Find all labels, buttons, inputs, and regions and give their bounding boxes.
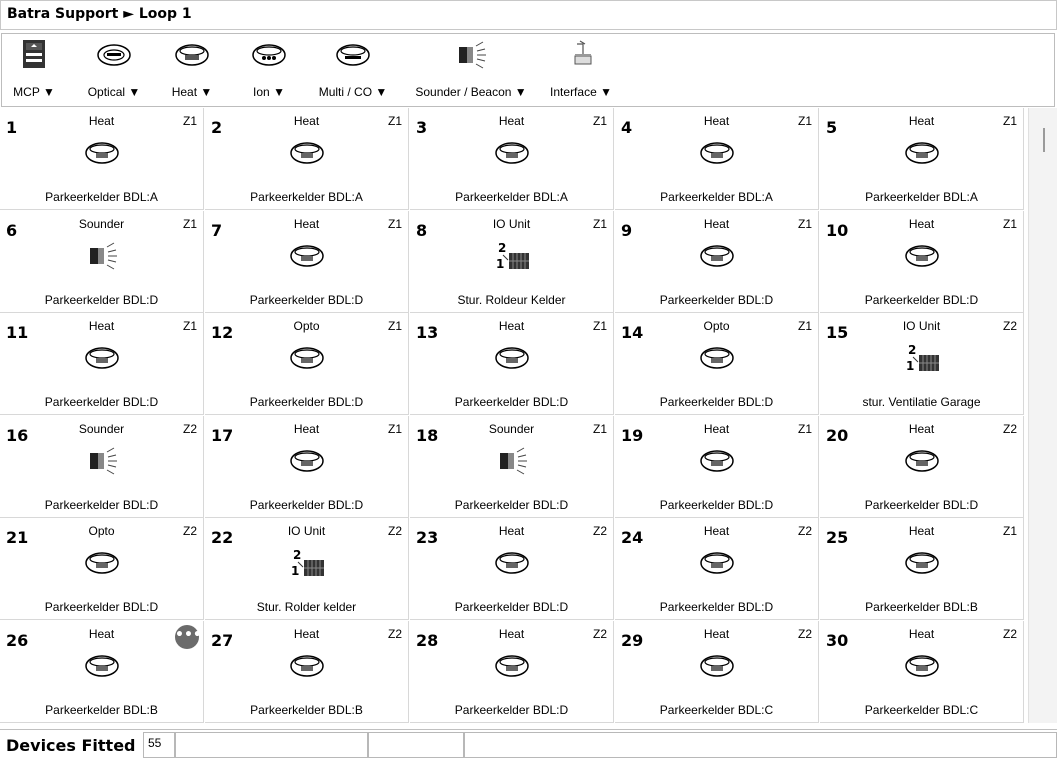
heat-detector-icon [287, 343, 327, 373]
device-zone: Z1 [182, 216, 197, 231]
device-cell[interactable] [615, 211, 819, 313]
device-cell[interactable] [820, 518, 1024, 620]
device-location: Parkeerkelder BDL:A [250, 190, 363, 204]
device-number: 28 [416, 630, 439, 650]
device-location: Parkeerkelder BDL:D [864, 497, 979, 512]
device-type: IO Unit [492, 216, 531, 231]
heat-detector-icon [697, 548, 737, 578]
scrollbar-thumb[interactable] [1043, 128, 1045, 152]
mcp-dropdown[interactable] [12, 34, 56, 106]
device-number: 18 [416, 425, 439, 445]
device-type: Heat [293, 626, 320, 641]
device-type: Opto [88, 524, 115, 538]
device-zone: Z1 [387, 319, 402, 333]
svg-text:1: 1 [905, 359, 914, 373]
svg-text:2: 2 [292, 548, 301, 562]
more-options-icon[interactable]: ••• [175, 625, 199, 649]
device-zone: Z2 [797, 626, 812, 641]
device-location: Parkeerkelder BDL:D [249, 292, 364, 307]
device-zone: Z1 [592, 421, 607, 436]
device-type: Heat [908, 114, 935, 128]
device-grid [0, 108, 1026, 723]
device-zone: Z1 [387, 216, 402, 231]
device-type: IO Unit [287, 524, 326, 538]
device-number: 6 [6, 220, 18, 240]
device-cell[interactable] [410, 416, 614, 518]
device-zone: Z1 [592, 114, 607, 128]
device-location: Parkeerkelder BDL:C [864, 702, 979, 717]
device-number: 12 [211, 323, 234, 342]
device-type: Heat [703, 216, 730, 231]
device-type: Opto [293, 319, 320, 333]
device-type: Heat [703, 114, 730, 128]
device-location: Parkeerkelder BDL:D [659, 292, 774, 307]
device-type: Heat [88, 626, 115, 641]
heat-dropdown[interactable] [166, 34, 218, 106]
sounder-icon [492, 446, 532, 476]
device-zone: Z2 [592, 626, 607, 641]
device-number: 19 [621, 425, 644, 445]
device-zone: Z1 [592, 319, 607, 333]
device-number: 21 [6, 528, 29, 547]
heat-detector-icon [492, 548, 532, 578]
device-type: Heat [908, 524, 935, 538]
device-type: Heat [88, 114, 115, 128]
device-zone: Z2 [1002, 319, 1017, 333]
heat-detector-icon [902, 548, 942, 578]
device-toolbar [1, 33, 1055, 107]
device-type: Sounder [488, 421, 535, 436]
svg-text:2: 2 [907, 343, 916, 357]
device-cell[interactable] [0, 518, 204, 620]
device-number: 10 [826, 220, 849, 240]
device-location: Parkeerkelder BDL:A [455, 190, 568, 204]
device-location: Parkeerkelder BDL:A [45, 190, 158, 204]
device-cell[interactable] [410, 108, 614, 210]
mcp-icon [14, 40, 54, 70]
device-number: 23 [416, 528, 439, 547]
device-type: Sounder [78, 216, 125, 231]
device-zone: Z1 [1002, 114, 1017, 128]
device-location: Parkeerkelder BDL:C [659, 702, 774, 717]
device-number: 17 [211, 425, 234, 445]
device-number: 15 [826, 323, 849, 342]
device-number: 29 [621, 630, 644, 650]
device-type: Heat [293, 114, 320, 128]
device-type: Opto [703, 319, 730, 333]
heat-detector-icon [492, 651, 532, 681]
heat-detector-icon [902, 651, 942, 681]
svg-text:1: 1 [290, 564, 299, 578]
device-location: Parkeerkelder BDL:D [44, 292, 159, 307]
heat-detector-icon [82, 651, 122, 681]
device-cell[interactable] [615, 108, 819, 210]
device-number: 9 [621, 220, 633, 240]
heat-detector-icon [287, 446, 327, 476]
device-location: Parkeerkelder BDL:D [659, 395, 774, 409]
status-field [368, 732, 464, 758]
interface-dropdown[interactable] [546, 34, 616, 106]
device-cell[interactable] [615, 416, 819, 518]
device-cell[interactable] [410, 518, 614, 620]
toolbar-label: Ion ▼ [253, 85, 285, 99]
device-location: Parkeerkelder BDL:D [249, 395, 364, 409]
device-cell[interactable] [615, 621, 819, 723]
device-zone: Z2 [1002, 626, 1017, 641]
device-number: 3 [416, 118, 428, 137]
device-cell[interactable] [0, 108, 204, 210]
device-cell[interactable] [205, 108, 409, 210]
device-number: 30 [826, 630, 849, 650]
device-number: 20 [826, 425, 849, 445]
device-zone: Z1 [797, 114, 812, 128]
device-location: Parkeerkelder BDL:D [454, 395, 569, 409]
device-type: Heat [498, 524, 525, 538]
device-number: 14 [621, 323, 644, 342]
device-location: Stur. Roldeur Kelder [457, 292, 566, 307]
device-number: 1 [6, 118, 18, 137]
device-number: 4 [621, 118, 633, 137]
toolbar-label: Optical ▼ [87, 85, 141, 99]
device-number: 24 [621, 528, 644, 547]
device-type: IO Unit [902, 319, 941, 333]
toolbar-label: Multi / CO ▼ [318, 85, 388, 99]
ion-detector-icon [249, 40, 289, 70]
status-field [464, 732, 1057, 758]
heat-detector-icon [82, 343, 122, 373]
device-number: 8 [416, 220, 428, 240]
device-cell[interactable] [205, 416, 409, 518]
device-cell[interactable] [615, 313, 819, 415]
device-zone: Z2 [592, 524, 607, 538]
optical-dropdown[interactable] [82, 34, 146, 106]
device-cell[interactable] [205, 211, 409, 313]
device-zone: Z1 [1002, 524, 1017, 538]
io-unit-icon [492, 241, 532, 271]
multi-detector-icon [333, 40, 373, 70]
title-bar [0, 0, 1057, 30]
device-cell[interactable] [820, 313, 1024, 415]
device-location: Parkeerkelder BDL:D [659, 497, 774, 512]
io-unit-icon [287, 548, 327, 578]
device-type: Heat [908, 216, 935, 231]
ion-dropdown[interactable] [242, 34, 296, 106]
device-type: Heat [293, 421, 320, 436]
toolbar-label: Heat ▼ [171, 85, 213, 99]
device-location: Parkeerkelder BDL:A [660, 190, 773, 204]
device-cell[interactable] [0, 313, 204, 415]
device-zone: Z1 [1002, 216, 1017, 231]
device-cell[interactable] [205, 621, 409, 723]
device-cell[interactable] [820, 108, 1024, 210]
device-location: Stur. Rolder kelder [256, 600, 357, 614]
device-zone: Z1 [387, 421, 402, 436]
device-type: Heat [88, 319, 115, 333]
device-zone: Z1 [182, 114, 197, 128]
device-location: Parkeerkelder BDL:D [44, 600, 159, 614]
device-type: Heat [908, 421, 935, 436]
sounder-icon [82, 241, 122, 271]
device-cell[interactable] [205, 313, 409, 415]
heat-detector-icon [902, 138, 942, 168]
breadcrumb: Batra Support ► Loop 1 [7, 6, 192, 22]
heat-detector-icon [82, 548, 122, 578]
toolbar-label: Interface ▼ [550, 85, 612, 99]
device-cell[interactable] [0, 211, 204, 313]
device-location: Parkeerkelder BDL:D [659, 600, 774, 614]
toolbar-label: Sounder / Beacon ▼ [415, 85, 527, 99]
device-cell[interactable] [410, 313, 614, 415]
device-zone: Z1 [797, 421, 812, 436]
device-location: Parkeerkelder BDL:D [249, 497, 364, 512]
io-unit-icon [902, 343, 942, 373]
device-number: 16 [6, 425, 29, 445]
device-type: Heat [498, 626, 525, 641]
device-type: Heat [908, 626, 935, 641]
device-number: 13 [416, 323, 439, 342]
status-bar [0, 729, 1057, 758]
device-cell[interactable] [205, 518, 409, 620]
device-type: Heat [703, 524, 730, 538]
device-type: Heat [498, 319, 525, 333]
device-cell[interactable] [820, 211, 1024, 313]
device-zone: Z2 [182, 421, 197, 436]
device-cell[interactable] [820, 416, 1024, 518]
device-zone: Z2 [387, 524, 402, 538]
device-location: Parkeerkelder BDL:D [454, 600, 569, 614]
devices-fitted-count: 55 [143, 732, 175, 758]
heat-detector-icon [697, 446, 737, 476]
toolbar-label: MCP ▼ [13, 85, 55, 99]
sounder-icon [451, 40, 491, 70]
device-zone: Z2 [182, 524, 197, 538]
device-type: Heat [703, 421, 730, 436]
optical-detector-icon [94, 40, 134, 70]
device-type: Sounder [78, 421, 125, 436]
device-cell[interactable] [615, 518, 819, 620]
device-zone: Z1 [797, 216, 812, 231]
device-location: Parkeerkelder BDL:D [44, 395, 159, 409]
device-zone: Z1 [387, 114, 402, 128]
device-number: 5 [826, 118, 838, 137]
device-zone: Z1 [592, 216, 607, 231]
device-cell[interactable] [0, 621, 204, 723]
device-zone: Z2 [387, 626, 402, 641]
heat-detector-icon [697, 241, 737, 271]
heat-detector-icon [492, 138, 532, 168]
device-number: 22 [211, 528, 234, 547]
heat-detector-icon [287, 138, 327, 168]
device-type: Heat [498, 114, 525, 128]
svg-text:1: 1 [495, 256, 504, 271]
multi-co-dropdown[interactable] [314, 34, 392, 106]
device-number: 2 [211, 118, 223, 137]
device-location: Parkeerkelder BDL:D [44, 497, 159, 512]
device-zone: Z1 [797, 319, 812, 333]
sounder-beacon-dropdown[interactable] [406, 34, 536, 106]
heat-detector-icon [902, 446, 942, 476]
heat-detector-icon [697, 138, 737, 168]
heat-detector-icon [697, 651, 737, 681]
heat-detector-icon [172, 40, 212, 70]
device-type: Heat [293, 216, 320, 231]
device-location: Parkeerkelder BDL:B [250, 702, 363, 717]
device-location: stur. Ventilatie Garage [862, 395, 981, 409]
heat-detector-icon [82, 138, 122, 168]
heat-detector-icon [697, 343, 737, 373]
device-zone: Z2 [797, 524, 812, 538]
heat-detector-icon [902, 241, 942, 271]
svg-text:2: 2 [497, 240, 506, 255]
device-number: 27 [211, 630, 234, 650]
status-field [175, 732, 368, 758]
device-number: 26 [6, 630, 29, 650]
vertical-scrollbar[interactable] [1028, 108, 1057, 723]
device-cell[interactable] [0, 416, 204, 518]
device-location: Parkeerkelder BDL:B [865, 600, 978, 614]
device-location: Parkeerkelder BDL:A [865, 190, 978, 204]
device-location: Parkeerkelder BDL:D [454, 702, 569, 717]
heat-detector-icon [287, 651, 327, 681]
device-location: Parkeerkelder BDL:D [454, 497, 569, 512]
device-number: 7 [211, 220, 223, 240]
device-cell[interactable] [820, 621, 1024, 723]
heat-detector-icon [287, 241, 327, 271]
device-zone: Z1 [182, 319, 197, 333]
interface-icon [561, 40, 601, 70]
device-cell[interactable] [410, 211, 614, 313]
heat-detector-icon [492, 343, 532, 373]
device-location: Parkeerkelder BDL:B [45, 702, 158, 717]
devices-fitted-label: Devices Fitted [6, 736, 136, 755]
device-cell[interactable] [410, 621, 614, 723]
sounder-icon [82, 446, 122, 476]
device-zone: Z2 [1002, 421, 1017, 436]
device-number: 11 [6, 323, 29, 342]
device-number: 25 [826, 528, 849, 547]
device-location: Parkeerkelder BDL:D [864, 292, 979, 307]
device-type: Heat [703, 626, 730, 641]
